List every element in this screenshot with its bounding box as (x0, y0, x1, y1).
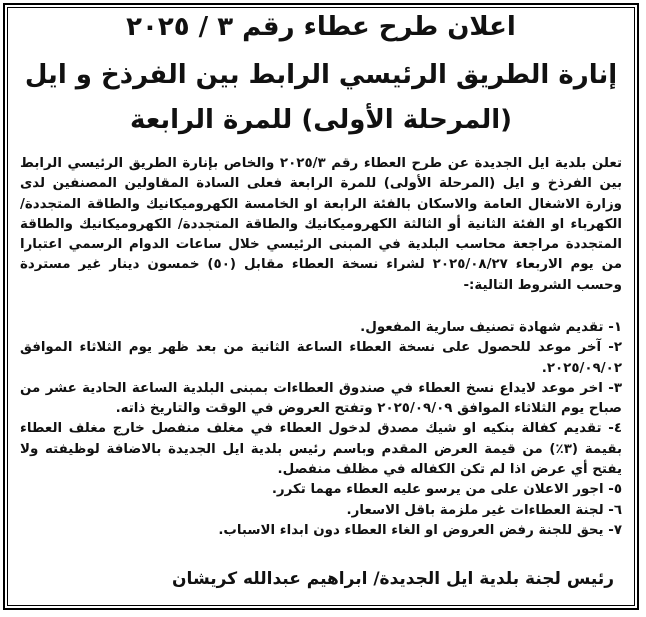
condition-item: ١- تقديم شهادة تصنيف سارية المفعول. (360, 320, 622, 335)
announcement-title: اعلان طرح عطاء رقم ٣ / ٢٠٢٥ (126, 12, 516, 42)
condition-item: ٥- اجور الاعلان على من يرسو عليه العطاء مهما تكرر. (271, 482, 622, 498)
announcement-phase: (المرحلة الأولى) للمرة الرابعة (129, 105, 513, 135)
condition-item: ٦- لجنة العطاءات غير ملزمة باقل الاسعار. (346, 502, 622, 518)
condition-item: ٢- آخر موعد للحصول على نسخة العطاء الساعة الثانية من بعد ظهر يوم الثلاثاء الموافق ٢٠٢٥/٠٩/٠٢. (20, 340, 622, 376)
announcement-intro: تعلن بلدية ايل الجديدة عن طرح العطاء رقم ٢٠٢٥/٣ والخاص بإنارة الطريق الرئيسي الرابط بين الفرذخ و ايل (المرحلة الأولى) للمرة الرابعة فعلى السادة المقاولين المصنفين لدى وزارة الاشغال العامة والاسكان بالفئة الرابعة او الخامسة الكهروميكانيك والطاقة المتجددة/ الكهرباء او الفئة الثانية أو الثالثة الكهروميكانيك والطاقة المتجددة/ الكهروميكانيك والطاقة المتجددة مراجعة محاسب البلدية في المبنى الرئيسي خلال ساعات الدوام الرسمي اعتبارا من يوم الاربعاء ٢٠٢٥/٠٨/٢٧ لشراء نسخة العطاء مقابل (٥٠) خمسون دينار غير مستردة وحسب الشروط التالية:- (20, 156, 623, 293)
conditions-list (20, 318, 622, 541)
announcement-subtitle: إنارة الطريق الرئيسي الرابط بين الفرذخ و ايل (24, 60, 618, 90)
announcement-inner-border (7, 7, 635, 606)
announcement-frame (3, 3, 639, 610)
condition-item: ٤- تقديم كفالة بنكيه او شيك مصدق لدخول العطاء في مغلف منفصل خارج مغلف العطاء بقيمة (٣٪) من قيمة العرض المقدم وباسم رئيس بلدية ايل الجديدة بالاضافة لوظيفته ولا يفتح أي عرض اذا لم تكن الكفاله في مظلف منفصل. (20, 421, 623, 478)
condition-item: ٧- يحق للجنة رفض العروض او الغاء العطاء دون ابداء الاسباب. (218, 522, 622, 538)
signature: رئيس لجنة بلدية ايل الجديدة/ ابراهيم عبدالله كريشان (172, 569, 614, 589)
condition-item: ٣- اخر موعد لايداع نسخ العطاء في صندوق العطاءات بمبنى البلدية الساعة الحادية عشر من صباح يوم الثلاثاء الموافق ٢٠٢٥/٠٩/٠٩ وتفتح العروض في الوقت والتاريخ ذاته. (20, 380, 622, 417)
